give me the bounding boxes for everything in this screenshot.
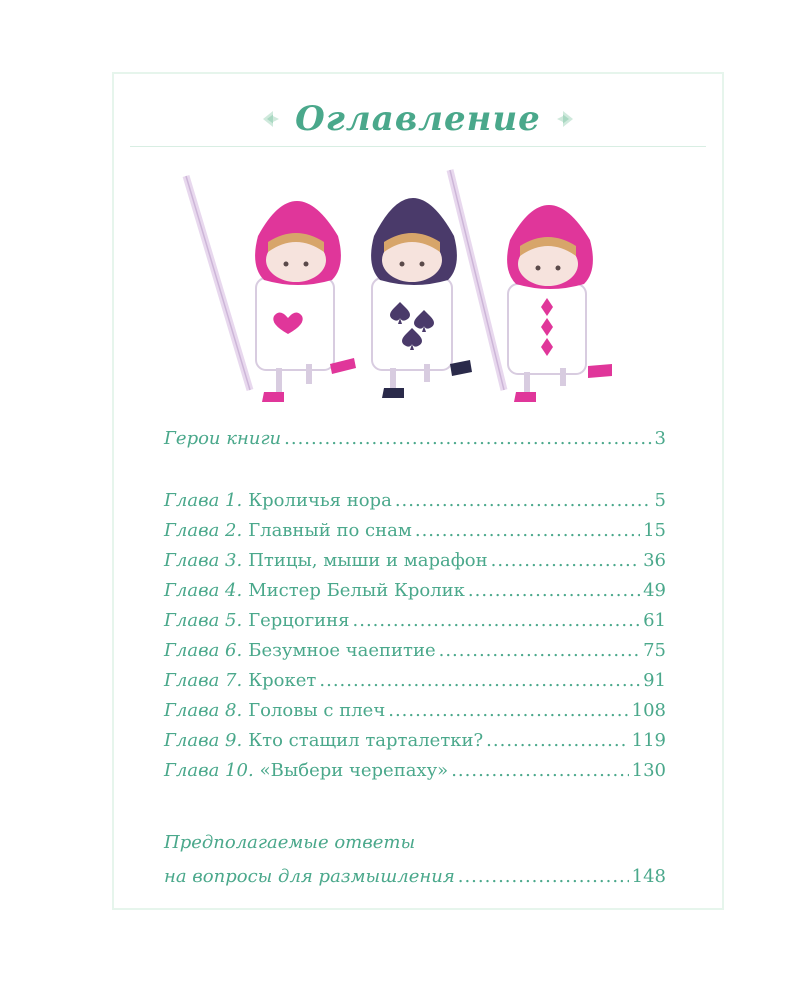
- chapter-page: 119: [631, 730, 666, 751]
- chapter-label: Глава 10.: [164, 760, 254, 781]
- chapter-title: Кто стащил тарталетки?: [248, 730, 484, 751]
- chapter-title: Кроличья нора: [248, 490, 392, 511]
- chapter-label: Глава 3.: [164, 550, 243, 571]
- toc-row-heroes[interactable]: [164, 424, 666, 454]
- chapter-label: Глава 1.: [164, 490, 243, 511]
- chapter-page: 49: [643, 580, 666, 601]
- chapter-page: 91: [643, 670, 666, 691]
- dot-leader: [439, 636, 640, 666]
- chapter-title: Безумное чаепитие: [248, 640, 436, 661]
- spade-soldier-icon: [371, 170, 504, 398]
- toc-chapters: [164, 486, 666, 786]
- ornament-left-icon: [261, 108, 281, 130]
- dot-leader: [395, 486, 652, 516]
- dot-leader: [486, 726, 628, 756]
- page-title: Оглавление: [295, 99, 541, 139]
- chapter-label: Глава 6.: [164, 640, 243, 661]
- toc-row-chapter-2[interactable]: [164, 516, 666, 546]
- toc-intro: [164, 424, 666, 454]
- toc-row-chapter-1[interactable]: [164, 486, 666, 516]
- dot-leader: [468, 576, 640, 606]
- chapter-page: 75: [643, 640, 666, 661]
- chapter-label: Глава 9.: [164, 730, 243, 751]
- toc-row-answers-line1[interactable]: [164, 828, 666, 858]
- toc-row-chapter-6[interactable]: [164, 636, 666, 666]
- chapter-page: 5: [654, 490, 666, 511]
- toc-answers: [164, 828, 666, 892]
- chapter-page: 15: [643, 520, 666, 541]
- dot-leader: [458, 862, 629, 892]
- chapter-title: Головы с плеч: [248, 700, 386, 721]
- chapter-title: Главный по снам: [248, 520, 412, 541]
- answers-title-line2: на вопросы для размышления: [164, 866, 455, 887]
- dot-leader: [415, 516, 640, 546]
- chapter-title: Мистер Белый Кролик: [248, 580, 465, 601]
- chapter-label: Глава 5.: [164, 610, 243, 631]
- answers-page: 148: [631, 866, 666, 887]
- toc-row-chapter-7[interactable]: [164, 666, 666, 696]
- chapter-title: Крокет: [248, 670, 317, 691]
- toc-row-chapter-4[interactable]: [164, 576, 666, 606]
- toc-row-answers-line2[interactable]: [164, 862, 666, 892]
- toc-row-page: 3: [654, 428, 666, 449]
- card-soldiers-illustration: [180, 168, 630, 418]
- answers-title-line1: Предполагаемые ответы: [164, 832, 416, 853]
- chapter-page: 130: [631, 760, 666, 781]
- toc-row-chapter-9[interactable]: [164, 726, 666, 756]
- chapter-page: 36: [643, 550, 666, 571]
- heart-soldier-icon: [186, 176, 356, 402]
- dot-leader: [451, 756, 628, 786]
- dot-leader: [319, 666, 640, 696]
- title-row: [130, 92, 706, 147]
- toc-row-chapter-10[interactable]: [164, 756, 666, 786]
- chapter-page: 61: [643, 610, 666, 631]
- chapter-label: Глава 8.: [164, 700, 243, 721]
- toc-row-chapter-5[interactable]: [164, 606, 666, 636]
- dot-leader: [491, 546, 640, 576]
- chapter-page: 108: [631, 700, 666, 721]
- toc-row-chapter-3[interactable]: [164, 546, 666, 576]
- dot-leader: [353, 606, 641, 636]
- chapter-label: Глава 4.: [164, 580, 243, 601]
- chapter-title: «Выбери черепаху»: [259, 760, 449, 781]
- diamond-soldier-icon: [507, 205, 612, 402]
- dot-leader: [388, 696, 628, 726]
- chapter-label: Глава 7.: [164, 670, 243, 691]
- chapter-label: Глава 2.: [164, 520, 243, 541]
- ornament-right-icon: [555, 108, 575, 130]
- chapter-title: Герцогиня: [248, 610, 350, 631]
- toc-row-title: Герои книги: [164, 428, 282, 449]
- toc-row-chapter-8[interactable]: [164, 696, 666, 726]
- chapter-title: Птицы, мыши и марафон: [248, 550, 488, 571]
- dot-leader: [284, 424, 651, 454]
